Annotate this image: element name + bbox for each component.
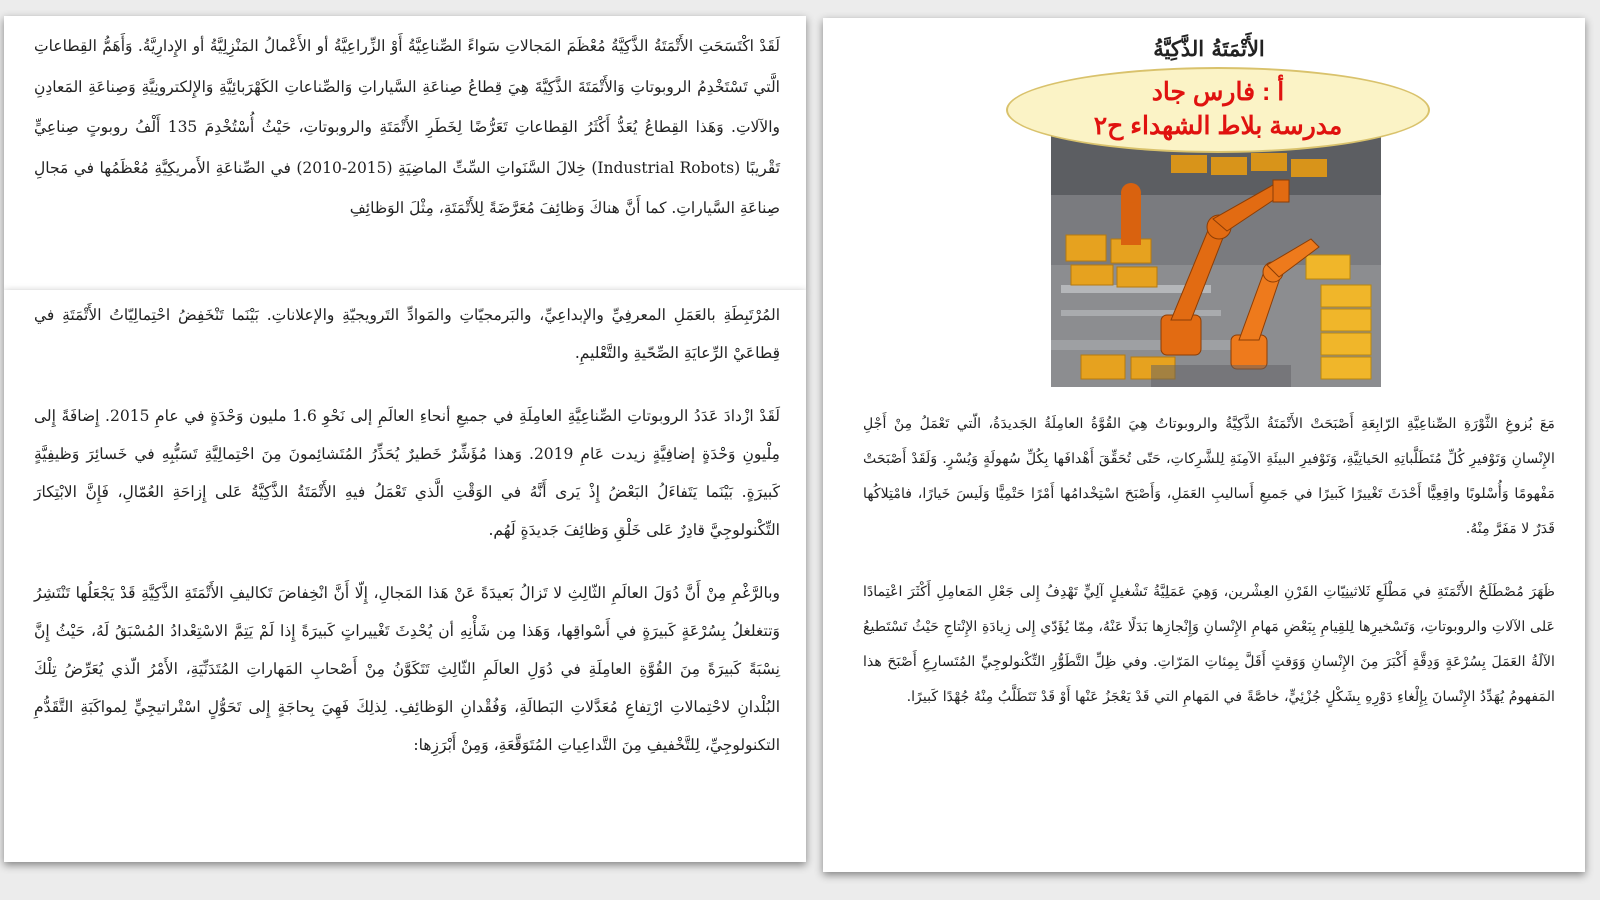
school-name: مدرسة بلاط الشهداء ح٢	[1093, 112, 1343, 140]
document-title: الأَتْمَتَةُ الذَّكِيَّةُ	[1153, 36, 1265, 61]
right-page-sheet	[823, 18, 1585, 872]
right-paragraph-1: مَعَ بُزوغِ الثَّوْرَةِ الصِّناعِيَّةِ الرّابِعَةِ أَصْبَحَتْ الأَتْمَتَةُ الذَّكِيَّةُ والروبوتاتُ هِيَ القُوَّةُ العامِلَةُ الجَديدَةُ، الّتي تَعْمَلُ مِنْ أَجْلِ الإِنْسانِ وَتَوْفيرِ كُلِّ مُتَطَلَّباتِهِ الحَياتِيَّةِ، وَتَوْفيرِ البيئَةِ الآمِنَةِ لِلشَّرِكاتِ، حَتّى تُحَقِّقَ أَهْدافَها بِكُلِّ سُهولَةٍ وَيُسْرٍ. وَلَقَدْ أَصْبَحَتْ مَفْهومًا وَأُسْلوبًا واقِعِيًّا أَحْدَثَ تَغْييرًا كَبيرًا في جَميعِ أَساليبِ العَمَلِ، وَأَصْبَحَ اسْتِخْدامُها أَمْرًا حَتْمِيًّا وَلَيسَ خَيارًا، فامْتِلاكُها قَدَرٌ لا مَفَرَّ مِنْهُ.	[863, 416, 1555, 537]
left-paragraph-1: لَقَدْ اكْتَسَحَتِ الأَتْمَتَةُ الذَّكِيَّةُ مُعْظَمَ المَجالاتِ سَواءً الصِّناعِيَّةُ أَوْ الزِّراعِيَّةُ أو الأَعْمالُ المَنْزِلِيَّةُ أو الإِدارِيَّةُ. وَأَهَمُّ القِطاعاتِ الَّتي تَسْتَخْدِمُ الروبوتاتِ وَالأَتْمَتَةَ الذَّكِيَّةَ هِيَ قِطاعُ صِناعَةِ السَّياراتِ وَالصِّناعاتِ الكَهْرَبائِيَّةِ وَالإِلكترونِيَّةِ وَصِناعَةِ المَعادِنِ والآلاتِ. وَهَذا القِطاعُ يُعَدُّ أَكْثَرُ القِطاعاتِ تَعَرُّضًا لِخَطَرِ الأَتْمَتَةِ والروبوتاتِ، حَيْثُ أُسْتُخْدِمَ 135 أَلْفُ روبوتٍ صِناعِيٍّ تَقْريبًا (Industrial Robots) خِلالَ السَّنَواتِ السِّتِّ الماضِيَةِ (2015-2010) في الصِّناعَةِ الأَمريكِيَّةِ مُعْظَمُها في مَجالِ صِناعَةِ السَّياراتِ. كما أَنَّ هناكَ وَظائِفَ مُعَرَّضَةً لِلأَتْمَتَةِ، مِثْلَ الوَظائِفِ	[34, 37, 781, 217]
figure-area	[863, 67, 1555, 385]
left-paragraph-1-continuation: المُرْتَبِطَةِ بالعَمَلِ المعرفِيِّ والإبداعِيِّ، والبَرمجيّاتِ والمَوادِّ التَرويجيّةِ والإعلاناتِ. بَيْنَما تَنْخَفِضُ احْتِمالِيّاتُ الأَتْمَتَةِ في قِطاعَيْ الرِّعايَةِ الصِّحّيةِ والتَّعْليمِ.	[34, 306, 780, 362]
left-paragraph-3: وبالرَّغْمِ مِنْ أَنَّ دُوَلَ العالَمِ الثّالِثِ لا تَزالُ بَعيدَةً عَنْ هَذا المَجالِ، إِلّا أَنَّ انْخِفاضَ تَكاليفِ الأَتْمَتَةِ الذَّكِيَّةِ قَدْ يَجْعَلُها تَنْتَشِرُ وَتتغلغلُ بِسُرْعَةٍ كَبيرَةٍ في أَسْواقِها، وَهَذا مِن شَأْنِهِ أن يُحْدِثَ تَغْييراتٍ كَبيرَةً إِذا لَمْ يَتِمَّ الاسْتِعْدادُ المُسْبَقُ لَهُ، حَيْثُ إِنَّ نِسْبَةً كَبيرَةً مِنَ القُوَّةِ العامِلَةِ في دُوَلِ العالَمِ الثّالِثِ تَتَكَوَّنُ مِنْ أَصْحابِ المَهاراتِ المُتَدَنِّيَةِ، الأَمْرُ الّذي يُعَرِّضُ تِلْكَ البُلْدانِ لاحْتِمالاتِ ارْتِفاعِ مُعَدَّلاتِ البَطالَةِ، وَفُقْدانِ الوَظائِفِ. لِذلِكَ فَهِيَ بِحاجَةٍ إِلى تَحَوُّلٍ اسْتْراتيجِيٍّ لِمواكَبَةِ التَّقَدُّمِ التكنولوجِيِّ، لِلتَّخْفيفِ مِنَ التَّداعِياتِ المُتَوَقَّعَةِ، وَمِنْ أَبْرَزِها:	[34, 584, 780, 754]
industrial-robot-photo	[1051, 135, 1381, 387]
left-page-bottom-sheet	[4, 290, 806, 862]
left-page-top-sheet	[4, 16, 806, 290]
right-paragraph-2: ظَهَرَ مُصْطَلَحُ الأَتْمَتَةِ في مَطْلَعِ ثَلاثينِيّاتِ القَرْنِ العِشْرين، وَهِيَ عَمَلِيَّةُ تَشْغيلٍ آلِيٍّ تَهْدِفُ إِلى جَعْلِ المَعامِلِ أَكْثَرَ اعْتِمادًا عَلى الآلاتِ والروبوتاتِ، وَتَسْخيرِها لِلقِيامِ بِبَعْضِ مَهامِ الإِنْسانِ وَإِنْجازِها بَدَلًا عَنْهُ، مِمّا يُؤَدّي إِلى زِيادَةِ الإِنْتاجِ حَيْثُ تَسْتَطيعُ الآلَةُ العَمَلَ بِسُرْعَةٍ وَدِقَّةٍ أَكْبَرَ مِنَ الإِنْسانِ وَوَقتٍ أَقَلَّ بِمِئاتِ المَرّاتِ. وفي ظِلِّ التَّطَوُّرِ التِّكْنولوجِيِّ المُتَسارِعِ أَصْبَحَ هذا المَفهومُ يُهَدِّدُ الإِنْسانَ بِإِلْغاءِ دَوْرِهِ بِشَكْلٍ جُزْئِيٍّ، خاصَّةً في المَهامِ التي قَدْ يَعْجَزُ عَنْها أَوْ قَدْ تَتَطَلَّبُ مِنْهُ جُهْدًا كَبيرًا.	[863, 584, 1555, 705]
left-paragraph-2: لَقَدْ ازْدادَ عَدَدُ الروبوتاتِ الصِّناعِيَّةِ العامِلَةِ في جميعِ أنحاءِ العالَمِ إلى نَحْوِ 1.6 مليون وَحْدَةٍ في عامِ 2015. إِضافَةً إِلى مِلْيونِ وَحْدَةٍ إضافِيَّةٍ زيدت عَامِ 2019. وَهذا مُؤَشِّرٌ خَطيرٌ يُحَذِّرُ المُتَشائِمونَ مِنَ احْتِمالِيَّةِ تَسَبُّبِهِ في خَسائِرَ وَظيفِيَّةٍ كَبيرَةٍ. بَيْنَما يَتَفاءَلُ البَعْضُ إِذْ يَرى أَنَّهُ في الوَقْتِ الَّذي تَعْمَلُ فيهِ الأَتْمَتَةُ الذَّكِيَّةُ عَلى إِزاحَةِ العُمّالِ، فَإِنَّ الابْتِكارَ التِّكْنولوجِيَّ قادِرٌ عَلى خَلْقِ وَظائِفَ جَديدَةٍ لَهُم.	[34, 407, 781, 539]
industrial-robot-arms-icon	[1051, 135, 1381, 387]
author-stamp	[1006, 67, 1430, 153]
author-name: أ : فارس جاد	[1151, 78, 1285, 106]
